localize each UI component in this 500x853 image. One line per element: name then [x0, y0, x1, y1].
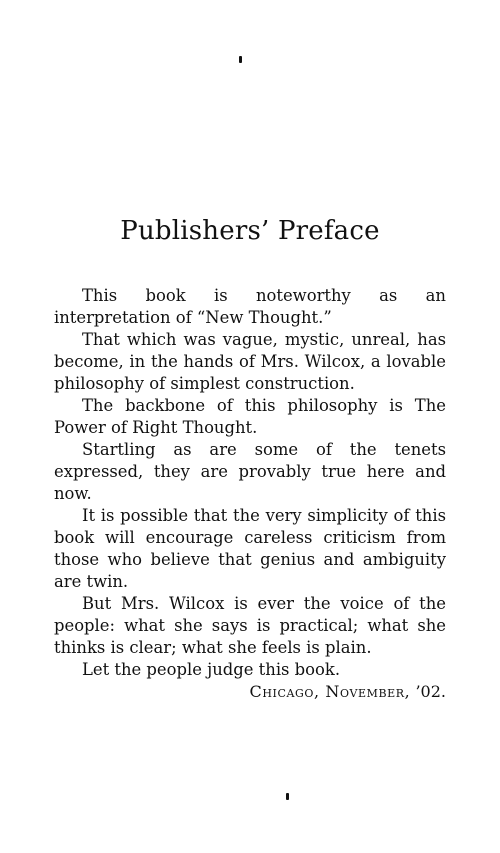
paragraph-3: The backbone of this philosophy is The Power of Right Thought. — [54, 396, 446, 437]
signature-place-date: Chicago, November, — [249, 682, 411, 701]
paragraph-1: This book is noteworthy as an interpretation of “New Thought.” — [54, 286, 446, 327]
paragraph-7: Let the people judge this book. — [82, 660, 341, 679]
signature-line — [54, 681, 446, 703]
printer-mark-top — [239, 56, 242, 63]
paragraph-6: But Mrs. Wilcox is ever the voice of the people: what she says is practical; what she thinks is clear; what she feels is plain. — [54, 594, 446, 657]
paragraph-4: Startling as are some of the tenets expressed, they are provably true here and now. — [54, 440, 446, 503]
printer-mark-bottom — [286, 793, 289, 800]
preface-body — [54, 285, 446, 703]
page-title: Publishers’ Preface — [120, 216, 380, 246]
paragraph-2: That which was vague, mystic, unreal, has become, in the hands of Mrs. Wilcox, a lovable philosophy of simplest construction. — [54, 330, 446, 393]
signature-year: ’02. — [415, 682, 446, 701]
paragraph-5: It is possible that the very simplicity of this book will encourage careless criticism from those who believe that genius and ambiguity are twin. — [54, 506, 446, 591]
